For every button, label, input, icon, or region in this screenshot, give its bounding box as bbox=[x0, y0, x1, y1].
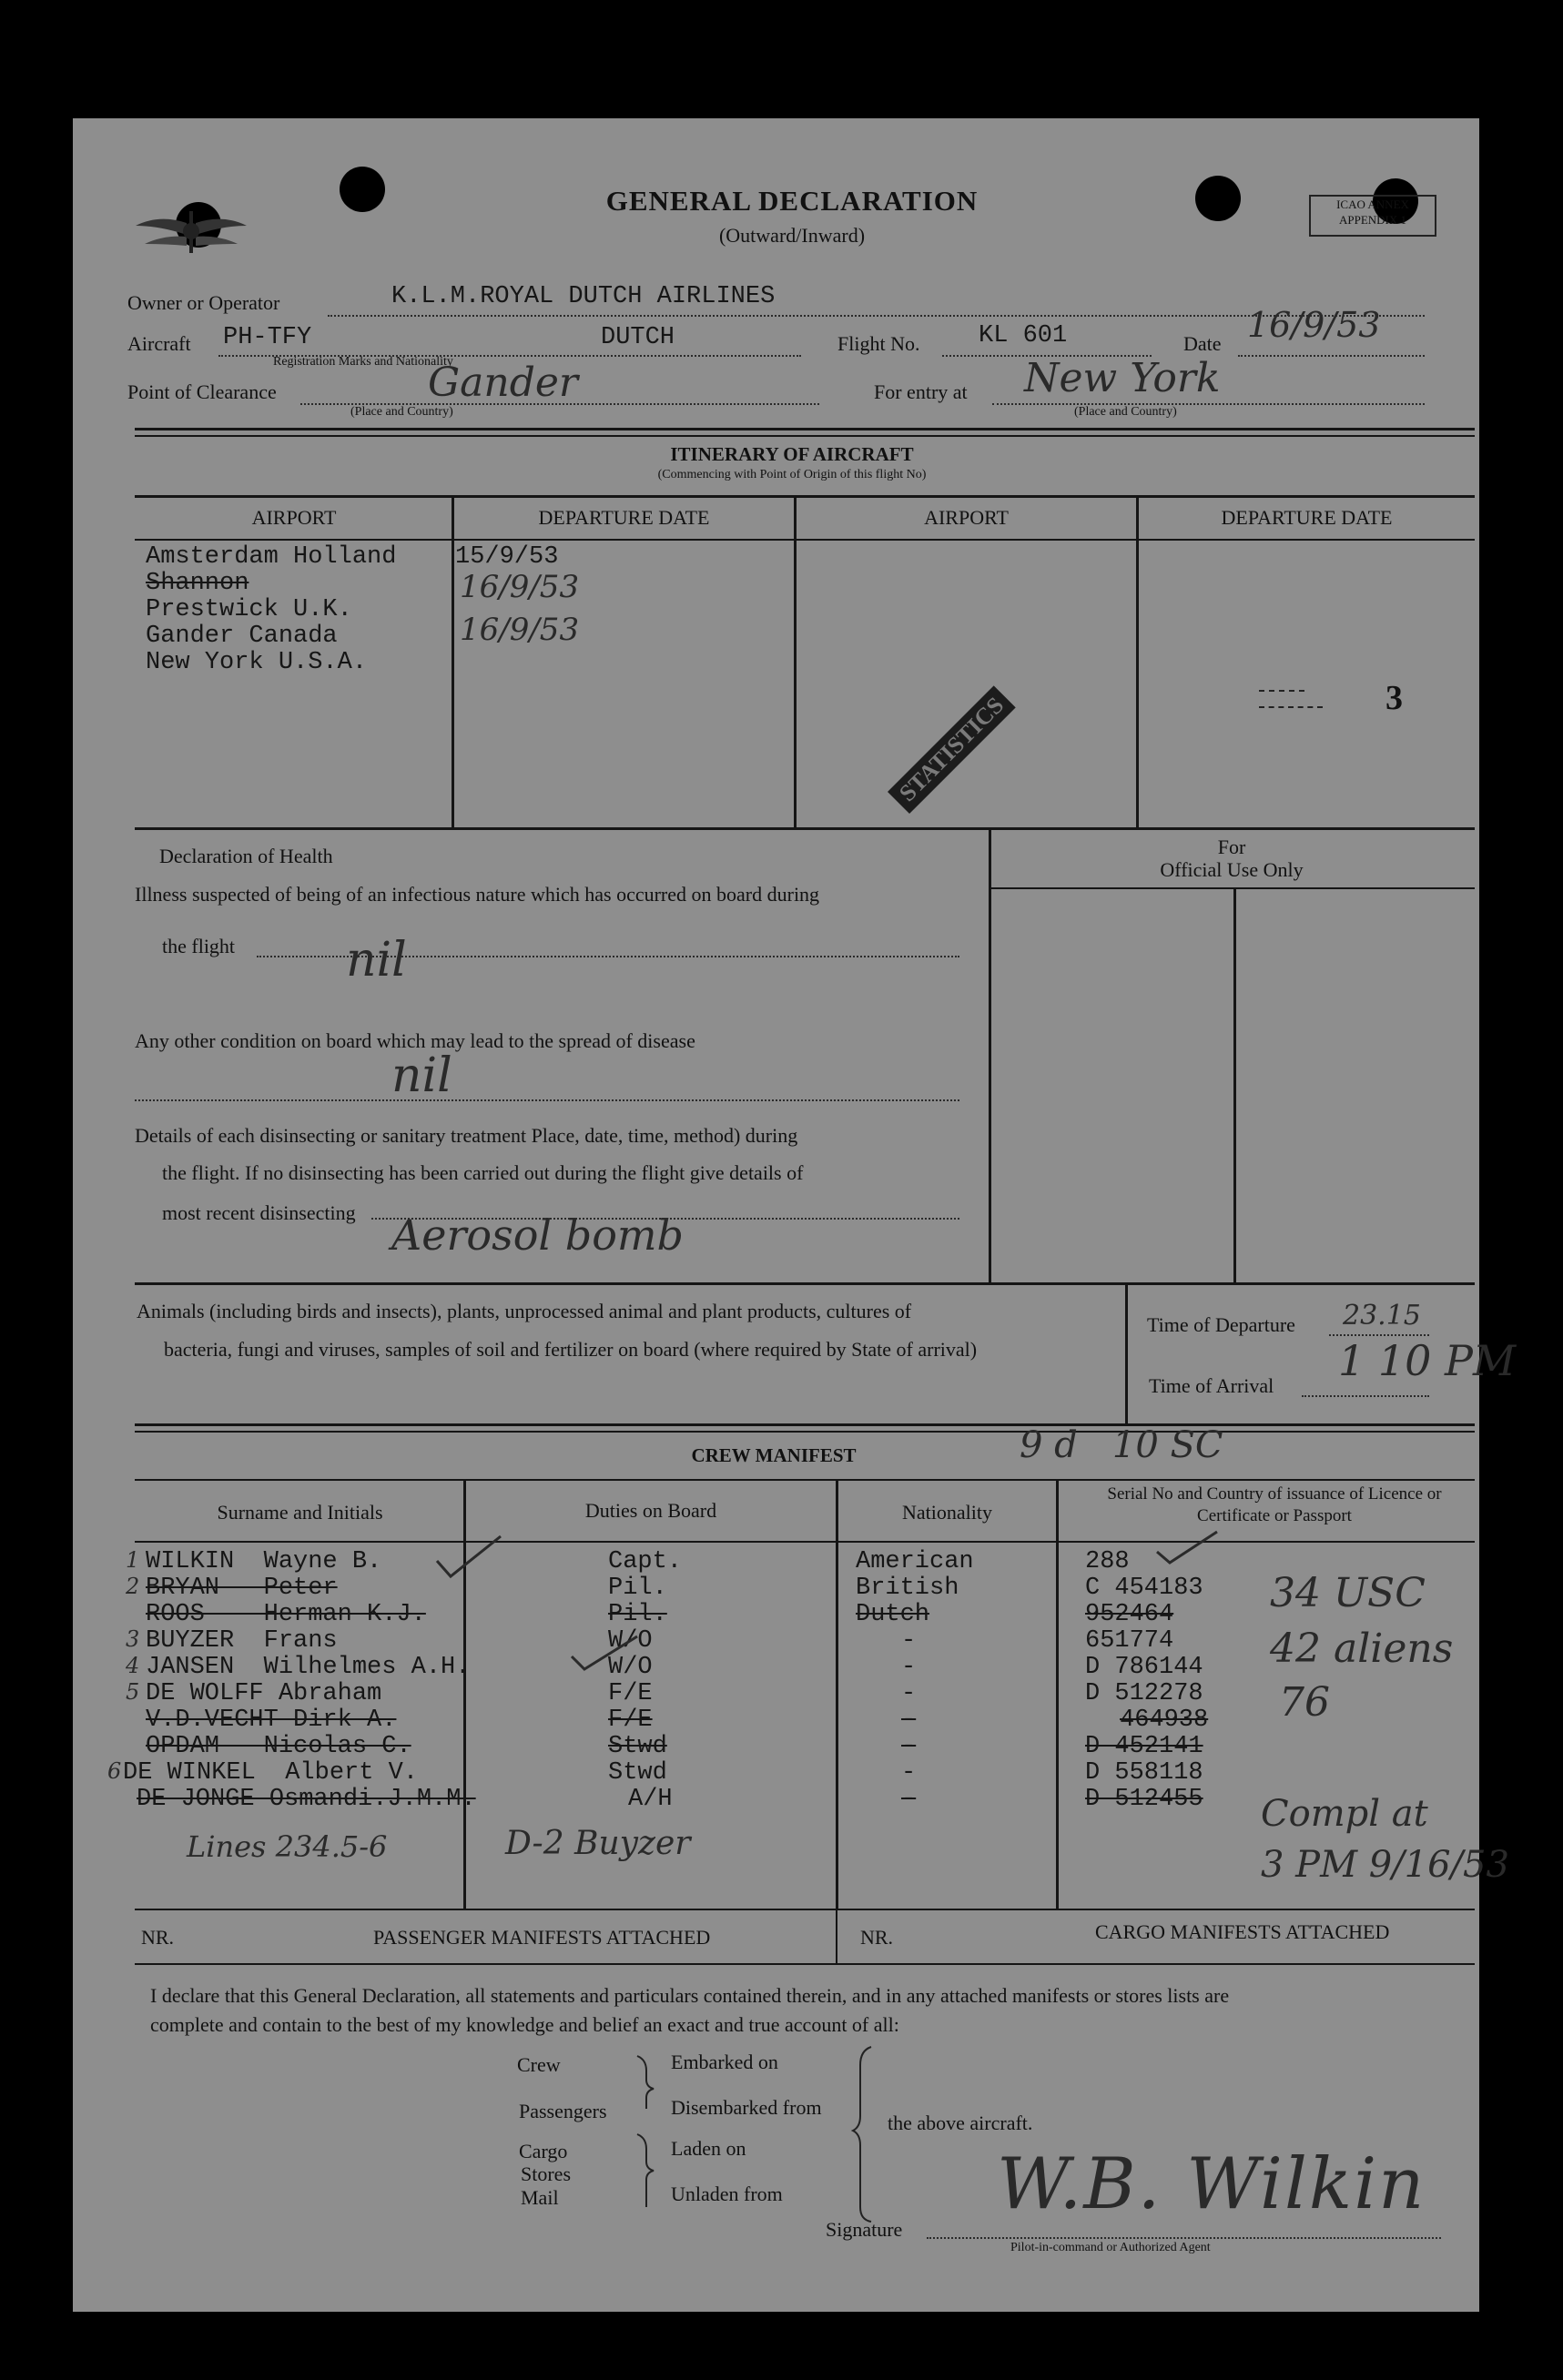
declaration-line1: I declare that this General Declaration, all statements and particulars contained therein, and in any attached manifests or stores lists are bbox=[150, 1984, 1230, 2007]
crew-serial: 464938 bbox=[1120, 1707, 1209, 1734]
crew-number: 5 bbox=[126, 1679, 140, 1705]
health-a3: Aerosol bomb bbox=[391, 1210, 684, 1260]
crew-duty: F/E bbox=[608, 1680, 653, 1707]
date-label: Date bbox=[1183, 332, 1222, 355]
health-q2: Any other condition on board which may lead to the spread of disease bbox=[135, 1029, 695, 1052]
signature-caption: Pilot-in-command or Authorized Agent bbox=[1010, 2241, 1211, 2254]
itinerary-airport-3: Prestwick U.K. bbox=[146, 596, 352, 623]
decl-stores: Stores bbox=[521, 2162, 571, 2185]
check-mark-icon bbox=[1152, 1524, 1224, 1570]
animals-line2: bacteria, fungi and viruses, samples of soil and fertilizer on board (where required by State of arrival) bbox=[164, 1338, 978, 1361]
decl-unladen: Unladen from bbox=[671, 2183, 783, 2205]
crew-number: 6 bbox=[107, 1758, 122, 1784]
aircraft-nationality: DUTCH bbox=[601, 324, 675, 351]
arrival-time-value: 1 10 PM bbox=[1338, 1336, 1517, 1385]
crew-note-left: Lines 234.5-6 bbox=[187, 1829, 388, 1864]
crew-duty: W/O bbox=[608, 1654, 653, 1681]
signature-label: Signature bbox=[826, 2218, 903, 2241]
crew-nationality: British bbox=[856, 1575, 959, 1602]
col-departure-1: DEPARTURE DATE bbox=[538, 506, 710, 529]
crew-serial: D 512455 bbox=[1085, 1786, 1203, 1813]
departure-time-label: Time of Departure bbox=[1147, 1313, 1295, 1336]
crew-nationality: - bbox=[901, 1627, 917, 1655]
declaration-line2: complete and contain to the best of my knowledge and belief an exact and true account of all: bbox=[150, 2013, 899, 2036]
animals-line1: Animals (including birds and insects), plants, unprocessed animal and plant products, cultures of bbox=[137, 1300, 912, 1322]
marks-caption: Registration Marks and Nationality bbox=[273, 355, 453, 369]
decl-laden: Laden on bbox=[671, 2137, 746, 2160]
col-surname: Surname and Initials bbox=[217, 1501, 383, 1524]
health-q3b: the flight. If no disinsecting has been carried out during the flight give details of bbox=[162, 1161, 804, 1184]
owner-label: Owner or Operator bbox=[127, 291, 280, 314]
crew-serial: 952464 bbox=[1085, 1601, 1174, 1628]
crew-number: 4 bbox=[126, 1653, 140, 1678]
statistics-stamp: STATISTICS bbox=[888, 685, 1016, 814]
itinerary-date-4: 16/9/53 bbox=[460, 612, 580, 648]
decl-crew: Crew bbox=[517, 2053, 561, 2076]
decl-disembarked: Disembarked from bbox=[671, 2096, 822, 2119]
itinerary-title: ITINERARY OF AIRCRAFT bbox=[670, 443, 914, 465]
departure-time-value: 23.15 bbox=[1343, 1300, 1421, 1332]
crew-name: DE WOLFF Abraham bbox=[146, 1680, 382, 1707]
flight-value: KL 601 bbox=[979, 322, 1068, 349]
crew-nationality: - bbox=[901, 1680, 917, 1707]
annex-box: ICAO ANNEX APPENDIX 1 bbox=[1309, 195, 1436, 237]
crew-duty: Stwd bbox=[608, 1733, 667, 1760]
crew-title: CREW MANIFEST bbox=[691, 1444, 857, 1466]
col-serial: Serial No and Country of issuance of Licence or Certificate or Passport bbox=[1107, 1484, 1442, 1525]
form-title: GENERAL DECLARATION bbox=[605, 185, 979, 217]
crew-tally-1: 34 USC bbox=[1270, 1570, 1426, 1616]
crew-name: BUYZER Frans bbox=[146, 1627, 338, 1655]
itinerary-airport-1: Amsterdam Holland bbox=[146, 543, 397, 571]
wings-emblem-icon bbox=[132, 200, 250, 264]
clearance-caption: (Place and Country) bbox=[350, 405, 453, 419]
date-line bbox=[1238, 355, 1425, 357]
aircraft-reg: PH-TFY bbox=[223, 324, 312, 351]
crew-tally-2: 42 aliens bbox=[1270, 1625, 1454, 1672]
signature-value: W.B. Wilkin bbox=[997, 2143, 1426, 2225]
col-departure-2: DEPARTURE DATE bbox=[1221, 506, 1393, 529]
crew-duty: Capt. bbox=[608, 1548, 683, 1575]
health-a2: nil bbox=[391, 1048, 452, 1103]
crew-hand-note: 9 d 10 SC bbox=[1020, 1424, 1223, 1466]
arrival-time-line bbox=[1302, 1395, 1429, 1397]
crew-serial: C 454183 bbox=[1085, 1575, 1203, 1602]
health-heading: Declaration of Health bbox=[159, 845, 333, 867]
passenger-nr: NR. bbox=[141, 1926, 175, 1949]
crew-name: WILKIN Wayne B. bbox=[146, 1548, 382, 1575]
crew-note-mid: D-2 Buyzer bbox=[505, 1825, 691, 1862]
itinerary-airport-2: Shannon bbox=[146, 570, 249, 597]
health-a1: nil bbox=[346, 933, 407, 987]
decl-above-aircraft: the above aircraft. bbox=[888, 2112, 1033, 2134]
col-nationality: Nationality bbox=[902, 1501, 992, 1524]
crew-number: 1 bbox=[126, 1547, 140, 1573]
brace-icon bbox=[630, 2052, 657, 2216]
passenger-manifests: PASSENGER MANIFESTS ATTACHED bbox=[373, 1926, 711, 1949]
check-mark-icon bbox=[428, 1529, 510, 1584]
clearance-value: Gander bbox=[428, 360, 578, 406]
crew-number: 2 bbox=[126, 1574, 140, 1599]
crew-nationality: American bbox=[856, 1548, 974, 1575]
dash-mark bbox=[1259, 706, 1323, 708]
cargo-nr: NR. bbox=[860, 1926, 894, 1949]
punch-hole bbox=[340, 167, 385, 212]
decl-cargo: Cargo bbox=[519, 2140, 568, 2162]
itinerary-date-1: 15/9/53 bbox=[455, 543, 559, 571]
clearance-label: Point of Clearance bbox=[127, 380, 277, 403]
q2-line bbox=[135, 1099, 959, 1101]
flight-label: Flight No. bbox=[837, 332, 920, 355]
dash-mark bbox=[1259, 690, 1304, 692]
crew-name: DE JONGE Osmandi.J.M.M. bbox=[137, 1786, 476, 1813]
completed-note: Compl at 3 PM 9/16/53 bbox=[1261, 1793, 1509, 1886]
crew-duty: W/O bbox=[608, 1627, 653, 1655]
itinerary-airport-5: New York U.S.A. bbox=[146, 649, 368, 676]
crew-nationality: - bbox=[901, 1759, 917, 1787]
crew-duty: Stwd bbox=[608, 1759, 667, 1787]
decl-embarked: Embarked on bbox=[671, 2051, 778, 2073]
crew-nationality: Dutch bbox=[856, 1601, 930, 1628]
itinerary-airport-4: Gander Canada bbox=[146, 623, 338, 650]
entry-label: For entry at bbox=[874, 380, 968, 403]
crew-name: ROOS Herman K.J. bbox=[146, 1601, 426, 1628]
page-number: 3 bbox=[1385, 679, 1403, 717]
crew-serial: D 558118 bbox=[1085, 1759, 1203, 1787]
check-mark-icon bbox=[564, 1629, 646, 1675]
arrival-time-label: Time of Arrival bbox=[1149, 1374, 1274, 1397]
crew-name: OPDAM Nicolas C. bbox=[146, 1733, 411, 1760]
brace-icon bbox=[851, 2043, 878, 2225]
crew-duty: A/H bbox=[628, 1786, 673, 1813]
health-q3a: Details of each disinsecting or sanitary treatment Place, date, time, method) during bbox=[135, 1124, 798, 1147]
itinerary-date-3: 16/9/53 bbox=[460, 569, 580, 605]
crew-duty: Pil. bbox=[608, 1601, 667, 1628]
crew-tally-3: 76 bbox=[1279, 1679, 1330, 1726]
decl-passengers: Passengers bbox=[519, 2100, 607, 2122]
form-subtitle: (Outward/Inward) bbox=[718, 224, 866, 247]
aircraft-label: Aircraft bbox=[127, 332, 191, 355]
punch-hole bbox=[1195, 176, 1241, 221]
official-use-label: For Official Use Only bbox=[1160, 836, 1304, 881]
col-airport-2: AIRPORT bbox=[924, 506, 1009, 529]
health-q1b: the flight bbox=[162, 935, 236, 957]
crew-duty: Pil. bbox=[608, 1575, 667, 1602]
crew-nationality: - bbox=[901, 1786, 917, 1813]
entry-value: New York bbox=[1024, 355, 1221, 401]
health-q3c: most recent disinsecting bbox=[162, 1201, 356, 1224]
crew-name: V.D.VECHT Dirk A. bbox=[146, 1707, 397, 1734]
crew-serial: D 512278 bbox=[1085, 1680, 1203, 1707]
entry-line bbox=[992, 403, 1425, 405]
crew-nationality: - bbox=[901, 1733, 917, 1760]
crew-serial: D 786144 bbox=[1085, 1654, 1203, 1681]
health-q1a: Illness suspected of being of an infectious nature which has occurred on board during bbox=[135, 883, 820, 906]
crew-name: BRYAN Peter bbox=[146, 1575, 338, 1602]
itinerary-subtitle: (Commencing with Point of Origin of this flight No) bbox=[657, 468, 927, 481]
crew-nationality: - bbox=[901, 1654, 917, 1681]
cargo-manifests: CARGO MANIFESTS ATTACHED bbox=[1095, 1920, 1390, 1943]
crew-serial: 651774 bbox=[1085, 1627, 1174, 1655]
date-value: 16/9/53 bbox=[1247, 305, 1381, 345]
owner-value: K.L.M.ROYAL DUTCH AIRLINES bbox=[391, 283, 776, 310]
crew-serial: D 452141 bbox=[1085, 1733, 1203, 1760]
entry-caption: (Place and Country) bbox=[1074, 405, 1177, 419]
crew-number: 3 bbox=[126, 1626, 140, 1652]
signature-line bbox=[927, 2237, 1441, 2239]
crew-name: JANSEN Wilhelmes A.H. bbox=[146, 1654, 471, 1681]
crew-name: DE WINKEL Albert V. bbox=[123, 1759, 419, 1787]
col-duties: Duties on Board bbox=[584, 1499, 717, 1522]
crew-serial: 288 bbox=[1085, 1548, 1130, 1575]
decl-mail: Mail bbox=[521, 2186, 559, 2209]
crew-duty: F/E bbox=[608, 1707, 653, 1734]
crew-nationality: - bbox=[901, 1707, 917, 1734]
col-airport-1: AIRPORT bbox=[251, 506, 337, 529]
